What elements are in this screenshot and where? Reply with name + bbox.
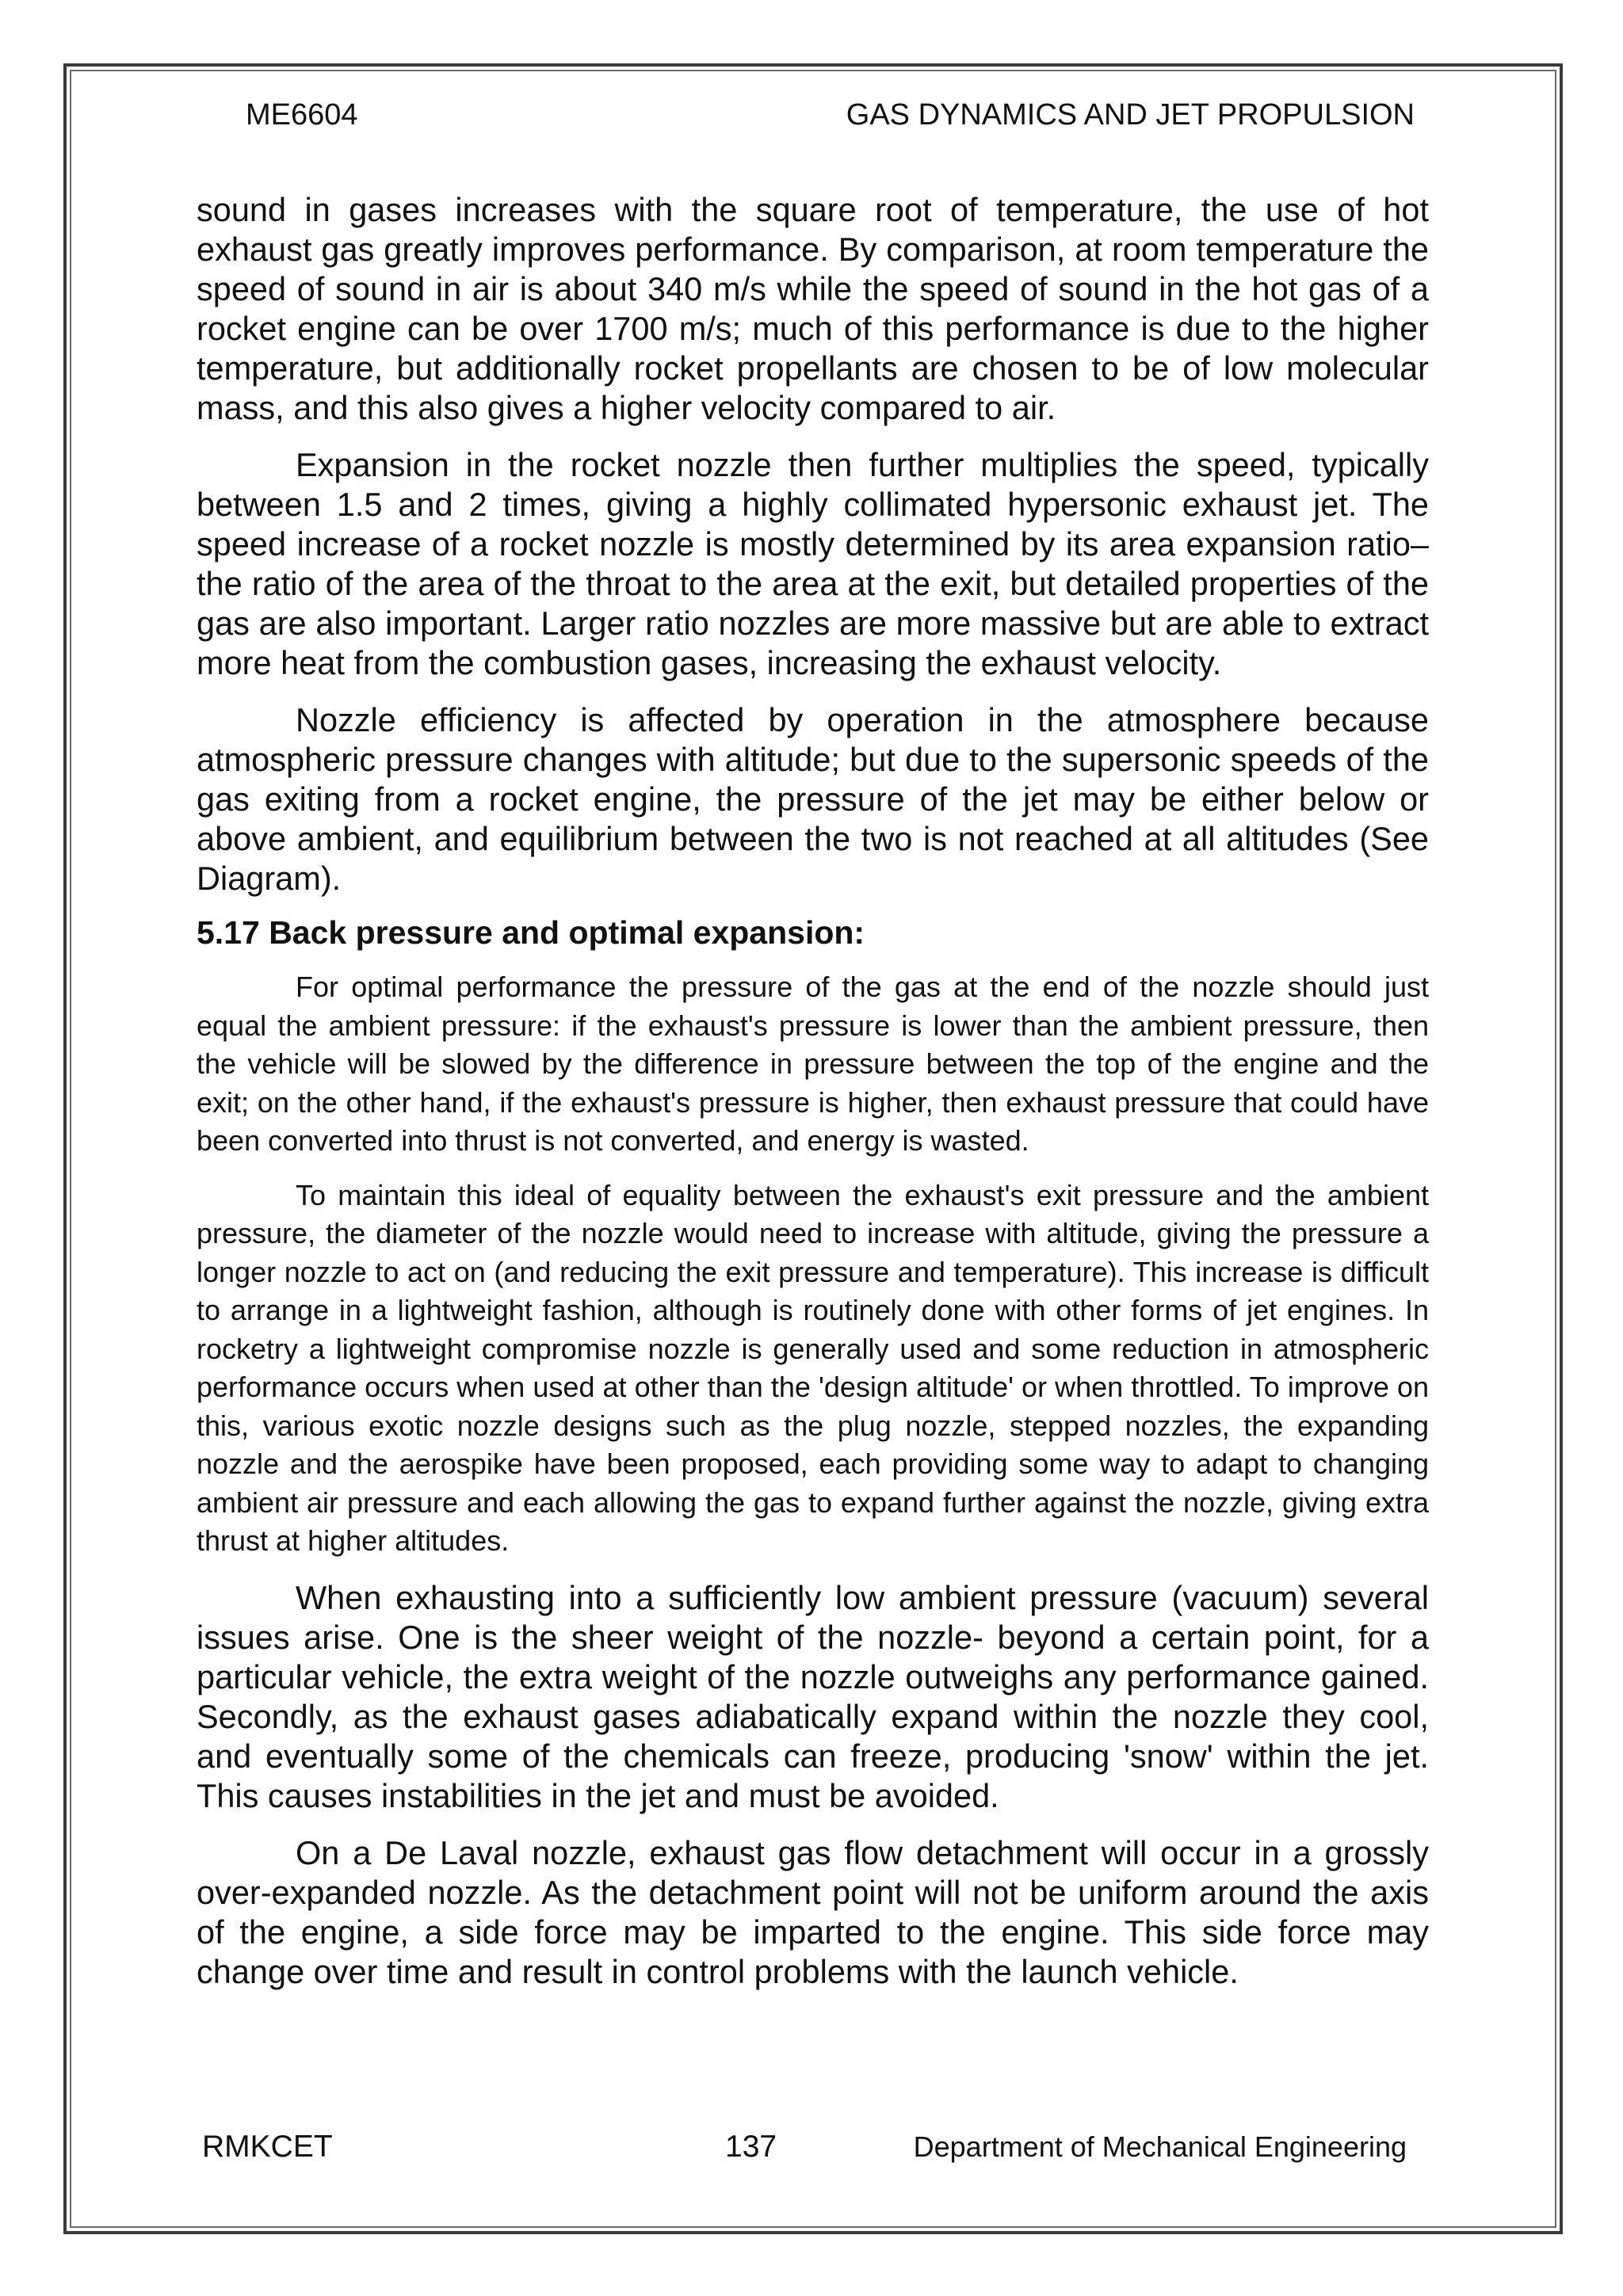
paragraph-nozzle-expansion: Expansion in the rocket nozzle then further multiplies the speed, typically between 1.5 and 2 times, giving a highly collimated hypersonic exhaust jet. The speed increase of a rocket nozzle is mostly determined by its area expansion ratio–the ratio of the area of the throat to the area at the exit, but detailed properties of the gas are also important. Larger ratio nozzles are more massive but are able to extract more heat from the combustion gases, increasing the exhaust velocity.: [197, 446, 1429, 681]
paragraph-ideal-equality: To maintain this ideal of equality between the exhaust's exit pressure and the ambient pressure, the diameter of the nozzle would need to increase with altitude, giving the pressure a longer nozzle to act on (and reducing the exit pressure and temperature). This increase is difficult to arrange in a lightweight fashion, although is routinely done with other forms of jet engines. In rocketry a lightweight compromise nozzle is generally used and some reduction in atmospheric performance occurs when used at other than the 'design altitude' or when throttled. To improve on this, various exotic nozzle designs such as the plug nozzle, stepped nozzles, the expanding nozzle and the aerospike have been proposed, each providing some way to adapt to changing ambient air pressure and each allowing the gas to expand further against the nozzle, giving extra thrust at higher altitudes.: [197, 1178, 1429, 1557]
institute-name: RMKCET: [202, 2130, 333, 2164]
page-number: 137: [725, 2130, 777, 2164]
page-footer: [202, 2127, 1407, 2167]
department-name: Department of Mechanical Engineering: [913, 2130, 1407, 2163]
page-header: [246, 95, 1415, 135]
paragraph-speed-of-sound: sound in gases increases with the square root of temperature, the use of hot exhaust gas greatly improves performance. By comparison, at room temperature the speed of sound in air is about 340 m/s while the speed of sound in the hot gas of a rocket engine can be over 1700 m/s; much of this performance is due to the higher temperature, but additionally rocket propellants are chosen to be of low molecular mass, and this also gives a higher velocity compared to air.: [197, 191, 1429, 426]
section-heading: 5.17 Back pressure and optimal expansion:: [197, 914, 865, 951]
course-title: GAS DYNAMICS AND JET PROPULSION: [846, 98, 1415, 132]
paragraph-optimal-performance: For optimal performance the pressure of the gas at the end of the nozzle should just equal the ambient pressure: if the exhaust's pressure is lower than the ambient pressure, then the vehicle will be slowed by the difference in pressure between the top of the engine and the exit; on the other hand, if the exhaust's pressure is higher, then exhaust pressure that could have been converted into thrust is not converted, and energy is wasted.: [197, 971, 1429, 1157]
paragraph-nozzle-efficiency: Nozzle efficiency is affected by operation in the atmosphere because atmospheric pressure changes with altitude; but due to the supersonic speeds of the gas exiting from a rocket engine, the pressure of the jet may be either below or above ambient, and equilibrium between the two is not reached at all altitudes (See Diagram).: [197, 701, 1429, 897]
course-code: ME6604: [246, 98, 358, 132]
paragraph-vacuum-issues: When exhausting into a sufficiently low ambient pressure (vacuum) several issues arise. One is the sheer weight of the nozzle- beyond a certain point, for a particular vehicle, the extra weight of the nozzle outweighs any performance gained. Secondly, as the exhaust gases adiabatically expand within the nozzle they cool, and eventually some of the chemicals can freeze, producing 'snow' within the jet. This causes instabilities in the jet and must be avoided.: [197, 1578, 1429, 1814]
paragraph-de-laval-detachment: On a De Laval nozzle, exhaust gas flow detachment will occur in a grossly over-expanded nozzle. As the detachment point will not be uniform around the axis of the engine, a side force may be imparted to the engine. This side force may change over time and result in control problems with the launch vehicle.: [197, 1833, 1429, 1990]
page-body: [197, 190, 1429, 1992]
